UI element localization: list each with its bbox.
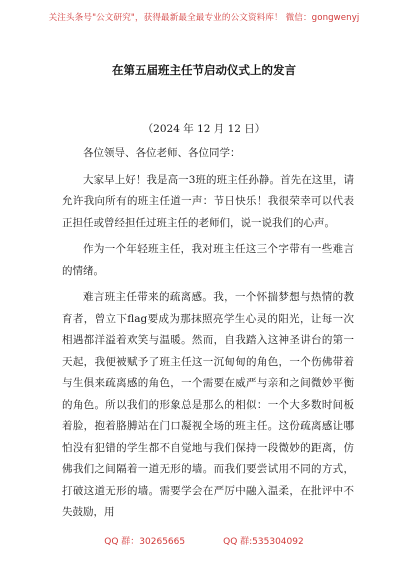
footer-qq-group-1: QQ 群：30265665 [104, 537, 186, 547]
footer-qq-group-2: QQ 群:535304092 [223, 537, 304, 547]
paragraph: 难言班主任带来的疏离感。我，一个怀揣梦想与热情的教育者，曾立下flag要成为那抹照亮学生心灵的阳光，让每一次相遇都洋溢着欢笑与温暖。然而，自我踏入这神圣讲台的第一天起，我便被赋予了班主任这一沉甸甸的角色，一个伤佛带着与生俱来疏离感的角色，一个需要在威严与亲和之间微妙平衡的角色。所以我们的形象总是那么的相似：一个大多数时间板着脸，抱着胳膊站在门口凝视全场的班主任。这份疏离感让哪怕没有犯错的学生都不自觉地与我们保持一段微妙的距离，仿佛我们之间隔着一道无形的墙。而我们要尝试用不同的方式，打破这道无形的墙。需要学会在严厉中融入温柔，在批评中不失鼓励，用 [62, 291, 354, 518]
salutation: 各位领导、各位老师、各位同学： [83, 147, 241, 159]
document-date: （2024 年 12 月 12 日） [142, 123, 266, 135]
footer-contacts [0, 534, 408, 547]
paragraph: 大家早上好！我是高一3班的班主任孙静。首先在这里，请允许我向所有的班主任道一声：节日快乐！我很荣幸可以代表正担任或曾经担任过班主任的老师们，说一说我们的心声。 [62, 173, 354, 229]
paragraph: 作为一个年轻班主任，我对班主任这三个字带有一些难言的情绪。 [62, 243, 354, 277]
document-title: 在第五届班主任节启动仪式上的发言 [112, 63, 296, 77]
header-banner: 关注头条号"公文研究"，获得最新最全最专业的公文资料库！ 微信：gongwenyj [48, 13, 360, 23]
document-body [62, 143, 354, 529]
